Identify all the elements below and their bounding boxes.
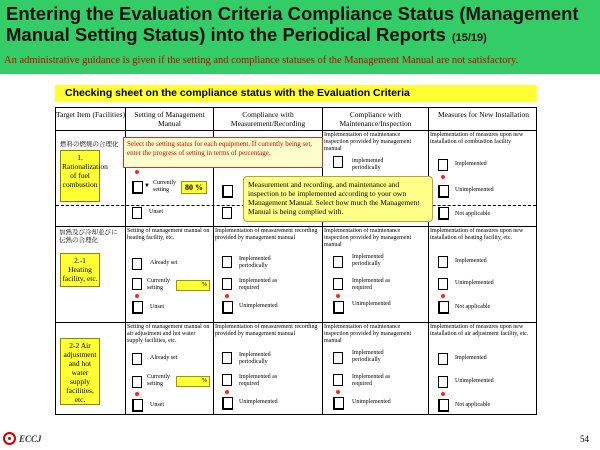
row3-currently-setting-checkbox[interactable] (132, 376, 142, 388)
row1-percent-value: 80 (185, 183, 193, 192)
row1-new-installation-heading: Implementation of measures upon new installation of combustion facility (430, 132, 524, 145)
row1-currently-setting-label: Currently setting (153, 180, 176, 193)
row3-measurement-periodic-label: Implemented periodically (239, 352, 271, 365)
row3-new-implemented-checkbox[interactable] (438, 353, 448, 365)
column-header-maintenance: Compliance with Maintenance/Inspection (339, 110, 412, 128)
row3-maintenance-heading: Implementation of maintenance inspection provided by management manual (324, 324, 412, 344)
row1-new-unimplemented-checkbox[interactable] (438, 185, 449, 198)
row2-setting-heading: Setting of management manual on heating facility, etc. (127, 228, 210, 241)
column-header-setting: Setting of Management Manual (134, 110, 205, 128)
row3-maintenance-unimplemented-label: Unimplemented (352, 399, 391, 405)
page-number: 54 (580, 434, 589, 444)
row1-japanese-label: 燃料の燃焼の合理化 (60, 141, 119, 148)
red-marker-icon (441, 294, 445, 298)
row2-measurement-required-label: Implemented as required (239, 278, 278, 291)
column-header-measurement: Compliance with Measurement/Recording (230, 110, 306, 128)
row3-maintenance-required-label: Implemented as required (352, 374, 391, 387)
row3-setting-heading: Setting of management manual on air adjustment and hot water supply facilities, etc. (127, 324, 210, 344)
row2-measurement-periodic-label: Implemented periodically (239, 256, 271, 269)
row2-measurement-unimplemented-checkbox[interactable] (222, 301, 233, 314)
row1-currently-setting-checkbox[interactable] (132, 181, 143, 194)
setting-status-callout: Select the setting status for each equipment. If currently being set, enter the progress of setting in terms of percentage. (123, 137, 323, 168)
row-divider (56, 322, 536, 323)
row1-unset-label: Unset (149, 209, 163, 215)
column-header-new-installation: Measures for New Installation (437, 110, 529, 119)
eccj-logo-icon (3, 432, 16, 445)
red-marker-icon (135, 294, 139, 298)
row3-unset-label: Unset (150, 402, 164, 408)
red-marker-icon (336, 294, 340, 298)
row1-new-na-checkbox[interactable] (438, 207, 449, 220)
title-banner (0, 0, 600, 74)
row3-new-installation-heading: Implementation of measures upon new installation of air adjustment facility, etc. (430, 324, 529, 337)
row2-maintenance-periodic-checkbox[interactable] (333, 256, 343, 268)
row3-measurement-unimplemented-checkbox[interactable] (222, 397, 233, 410)
red-marker-icon (135, 392, 139, 396)
row2-percent-input[interactable] (176, 280, 210, 291)
red-marker-icon (225, 294, 229, 298)
row3-maintenance-required-checkbox[interactable] (333, 374, 343, 386)
page-title (6, 3, 594, 49)
row-divider (56, 226, 536, 227)
row1-percent-input[interactable] (181, 181, 207, 194)
row3-new-unimplemented-label: Unimplemented (455, 378, 494, 384)
row1-new-na-label: Not applicable (455, 211, 491, 217)
row2-already-set-label: Already set (150, 260, 178, 266)
row1-measurement-checkbox[interactable] (222, 185, 233, 198)
red-marker-icon (135, 170, 139, 174)
row3-currently-setting-label: Currently setting (147, 374, 170, 387)
row3-new-implemented-label: Implemented (455, 355, 487, 361)
row2-maintenance-required-label: Implemented as required (352, 278, 391, 291)
row1-maintenance-heading: Implementation of maintenance inspection provided by management manual (324, 132, 412, 152)
row2-unset-checkbox[interactable] (132, 301, 143, 314)
row3-target-item-box: 2-2 Air adjustment and hot water supply facilities, etc. (60, 338, 100, 405)
row3-maintenance-unimplemented-checkbox[interactable] (333, 397, 344, 410)
row2-maintenance-periodic-label: Implemented periodically (352, 254, 384, 267)
row2-currently-setting-checkbox[interactable] (132, 278, 142, 290)
row1-measurement-checkbox-2[interactable] (222, 207, 232, 219)
row2-percent-sign: % (202, 282, 207, 288)
row2-currently-setting-label: Currently setting (147, 278, 170, 291)
row2-maintenance-required-checkbox[interactable] (333, 278, 343, 290)
row3-measurement-heading: Implementation of measurement recording provided by management manual (215, 324, 318, 337)
footer-organization: ECCJ (19, 434, 42, 444)
column-divider (428, 108, 429, 414)
row2-measurement-required-checkbox[interactable] (222, 278, 232, 290)
row3-maintenance-periodic-checkbox[interactable] (333, 352, 343, 364)
row2-new-unimplemented-label: Unimplemented (455, 280, 494, 286)
row1-dropdown-caret-icon: ▼ (144, 183, 150, 189)
row1-maintenance-checkbox[interactable] (333, 156, 343, 168)
row2-maintenance-unimplemented-label: Unimplemented (352, 301, 391, 307)
row2-maintenance-unimplemented-checkbox[interactable] (333, 301, 344, 314)
row3-new-unimplemented-checkbox[interactable] (438, 376, 448, 388)
header-divider (56, 130, 536, 131)
row2-japanese-label: 加熱及び冷却並びに伝熱の合理化 (59, 229, 118, 244)
row2-measurement-unimplemented-label: Unimplemented (239, 303, 278, 309)
row2-new-unimplemented-checkbox[interactable] (438, 278, 448, 290)
row3-percent-input[interactable] (176, 376, 210, 387)
compliance-callout: Measurement and recording, and maintenance and inspection to be implemented according to your own Management Manual. Select how much the Management Manual is being complied with. (243, 176, 433, 222)
subtitle: An administrative guidance is given if the setting and compliance statuses of the Management Manual are not satisfactory. (4, 55, 519, 66)
row3-already-set-label: Already set (150, 355, 178, 361)
row3-percent-sign: % (202, 378, 207, 384)
row1-new-unimplemented-label: Unimplemented (455, 187, 494, 193)
row2-measurement-heading: Implementation of measurement recording provided by management manual (215, 228, 318, 241)
checking-sheet-banner: Checking sheet on the compliance status with the Evaluation Criteria (55, 85, 537, 102)
row2-unset-label: Unset (150, 304, 164, 310)
row3-measurement-unimplemented-label: Unimplemented (239, 399, 278, 405)
slide-counter: (15/19) (451, 32, 487, 44)
row2-new-installation-heading: Implementation of measures upon new installation of heating facility, etc. (430, 228, 524, 241)
column-header-target-item: Target Item (Facilities) (56, 110, 125, 119)
row3-unset-checkbox[interactable] (132, 399, 143, 412)
red-marker-icon (336, 390, 340, 394)
row2-new-implemented-checkbox[interactable] (438, 256, 448, 268)
row2-new-implemented-label: Implemented (455, 258, 487, 264)
row3-measurement-periodic-checkbox[interactable] (222, 352, 232, 364)
row1-percent-sign: % (195, 183, 203, 192)
row3-new-na-checkbox[interactable] (438, 399, 449, 412)
row2-maintenance-heading: Implementation of maintenance inspection provided by management manual (324, 228, 412, 248)
row2-new-na-checkbox[interactable] (438, 301, 449, 314)
title-text: Entering the Evaluation Criteria Compliance Status (Management Manual Setting Status) into the Periodical Reports (6, 3, 579, 45)
row1-maintenance-implemented-label: implemented periodically (352, 158, 384, 171)
row3-already-set-checkbox[interactable] (132, 353, 142, 365)
row2-new-na-label: Not applicable (455, 304, 491, 310)
row1-target-item-box: 1. Rationalization of fuel combustion (60, 150, 100, 202)
row3-new-na-label: Not applicable (455, 402, 491, 408)
red-marker-icon (441, 392, 445, 396)
row1-new-implemented-label: Implemented (455, 161, 487, 167)
row3-measurement-required-checkbox[interactable] (222, 374, 232, 386)
row1-new-implemented-checkbox[interactable] (438, 159, 448, 171)
row1-unset-checkbox[interactable] (132, 207, 142, 219)
row3-measurement-required-label: Implemented as required (239, 374, 278, 387)
red-marker-icon (225, 390, 229, 394)
row2-target-item-box: 2.-1 Heating facility, etc. (60, 253, 100, 287)
red-marker-icon (441, 175, 445, 179)
row2-measurement-periodic-checkbox[interactable] (222, 256, 232, 268)
row2-already-set-checkbox[interactable] (132, 258, 142, 270)
row3-maintenance-periodic-label: Implemented periodically (352, 350, 384, 363)
